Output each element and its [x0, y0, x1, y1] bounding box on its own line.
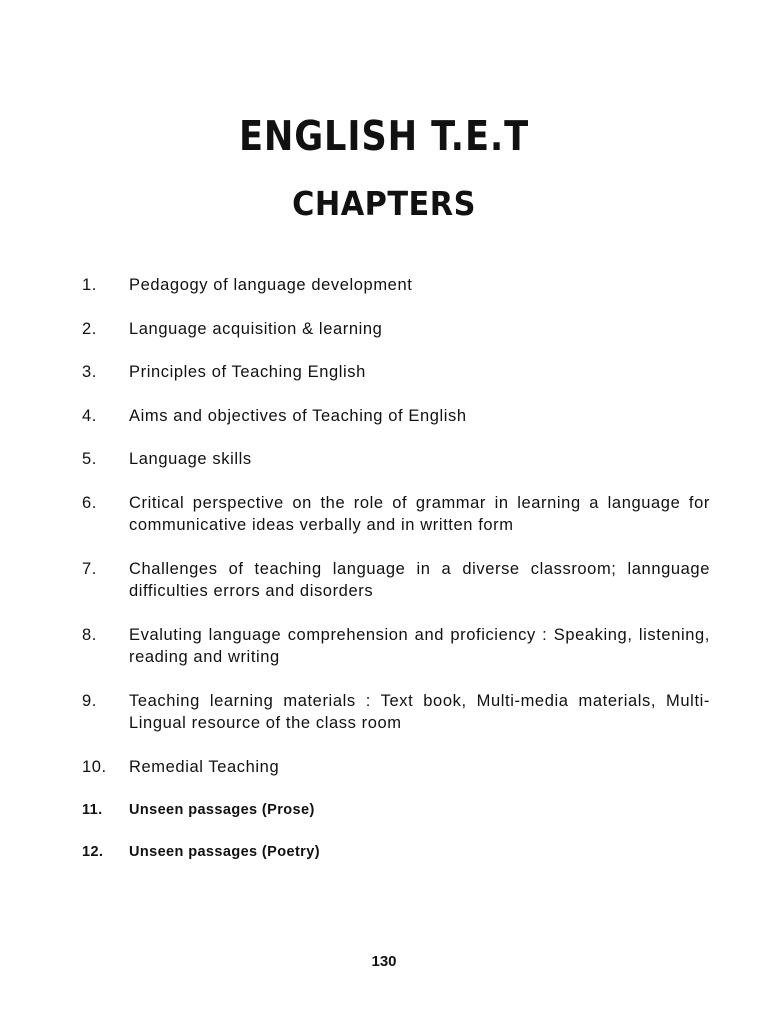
chapter-title: Challenges of teaching language in a diverse classroom; lannguage difficulties errors and disorders [129, 559, 710, 600]
chapter-item [82, 448, 710, 470]
chapter-title: Unseen passages (Prose) [129, 802, 315, 818]
page-number: 130 [371, 953, 397, 970]
chapter-title: Unseen passages (Poetry) [129, 844, 320, 860]
chapter-item [82, 405, 710, 427]
chapter-title: Teaching learning materials : Text book, Multi-media materials, Multi-Lingual resource of the class room [129, 691, 710, 732]
chapter-number: 2. [82, 319, 97, 338]
chapter-item [82, 799, 710, 821]
chapter-title: Remedial Teaching [129, 757, 280, 776]
chapter-title: Pedagogy of language development [129, 276, 413, 294]
document-title: ENGLISH T.E.T [238, 112, 530, 160]
chapter-number: 7. [82, 559, 97, 578]
chapter-number: 5. [82, 450, 97, 468]
chapter-number: 1. [82, 276, 97, 294]
chapter-number: 10. [82, 757, 107, 776]
chapter-item [82, 318, 710, 340]
chapter-number: 12. [82, 844, 104, 860]
chapter-item [82, 690, 710, 734]
chapter-item [82, 558, 710, 602]
chapter-item [82, 361, 710, 383]
chapter-item [82, 624, 710, 668]
chapter-title: Critical perspective on the role of grammar in learning a language for communicative ideas verbally and in written form [129, 493, 710, 534]
chapter-title: Language acquisition & learning [129, 319, 383, 338]
chapter-title: Aims and objectives of Teaching of English [129, 406, 467, 425]
chapter-number: 6. [82, 493, 97, 512]
chapter-number: 3. [82, 363, 97, 381]
chapter-list [82, 274, 710, 883]
chapter-item [82, 274, 710, 296]
chapter-item [82, 841, 710, 863]
chapter-title: Principles of Teaching English [129, 363, 366, 381]
document-subtitle: CHAPTERS [292, 184, 476, 223]
chapter-title: Evaluting language comprehension and proficiency : Speaking, listening, reading and writing [129, 625, 710, 666]
chapter-item [82, 756, 710, 778]
chapter-number: 11. [82, 802, 103, 818]
chapter-number: 9. [82, 691, 97, 710]
chapter-title: Language skills [129, 450, 252, 468]
chapter-number: 4. [82, 406, 97, 425]
chapter-item [82, 492, 710, 536]
chapter-number: 8. [82, 625, 97, 644]
